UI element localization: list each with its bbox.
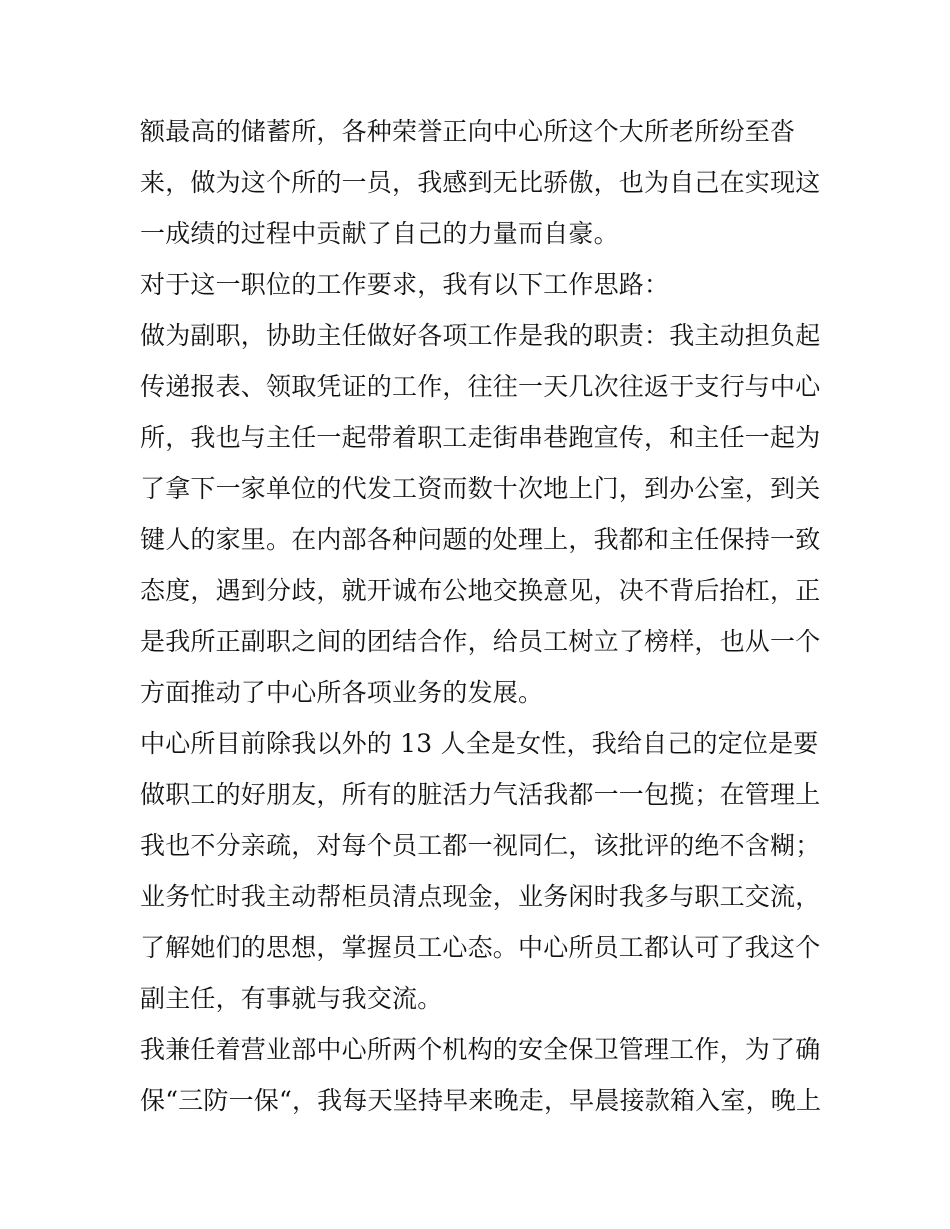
text-line: 方面推动了中心所各项业务的发展。 <box>140 678 544 707</box>
text-line: 副主任，有事就与我交流。 <box>140 984 443 1013</box>
text-line: 传递报表、领取凭证的工作，往往一天几次往返于支行与中心 <box>140 372 821 401</box>
text-line: 是我所正副职之间的团结合作，给员工树立了榜样，也从一个 <box>140 627 821 656</box>
text-line: 我也不分亲疏，对每个员工都一视同仁，该批评的绝不含糊； <box>140 831 821 860</box>
document-page <box>140 106 820 1126</box>
text-line: 额最高的储蓄所，各种荣誉正向中心所这个大所老所纷至沓 <box>140 117 796 146</box>
text-line: 态度，遇到分歧，就开诚布公地交换意见，决不背后抬杠，正 <box>140 576 821 605</box>
text-line: 了解她们的思想，掌握员工心态。中心所员工都认可了我这个 <box>140 933 821 962</box>
text-line: 做为副职，协助主任做好各项工作是我的职责：我主动担负起 <box>140 321 821 350</box>
text-line: 所，我也与主任一起带着职工走街串巷跑宣传，和主任一起为 <box>140 423 821 452</box>
text-line: 业务忙时我主动帮柜员清点现金，业务闲时我多与职工交流， <box>140 882 821 911</box>
text-line: 做职工的好朋友，所有的脏活力气活我都一一包揽；在管理上 <box>140 780 821 809</box>
text-line: 我兼任着营业部中心所两个机构的安全保卫管理工作，为了确 <box>140 1035 821 1064</box>
text-line: 了拿下一家单位的代发工资而数十次地上门，到办公室，到关 <box>140 474 821 503</box>
text-line: 一成绩的过程中贡献了自己的力量而自豪。 <box>140 219 619 248</box>
text-line: 键人的家里。在内部各种问题的处理上，我都和主任保持一致 <box>140 525 821 554</box>
text-line: 中心所目前除我以外的 13 人全是女性，我给自己的定位是要 <box>140 729 819 758</box>
text-line: 保“三防一保“，我每天坚持早来晚走，早晨接款箱入室，晚上 <box>140 1086 822 1115</box>
text-line: 对于这一职位的工作要求，我有以下工作思路： <box>140 270 670 299</box>
text-line: 来，做为这个所的一员，我感到无比骄傲，也为自己在实现这 <box>140 168 821 197</box>
